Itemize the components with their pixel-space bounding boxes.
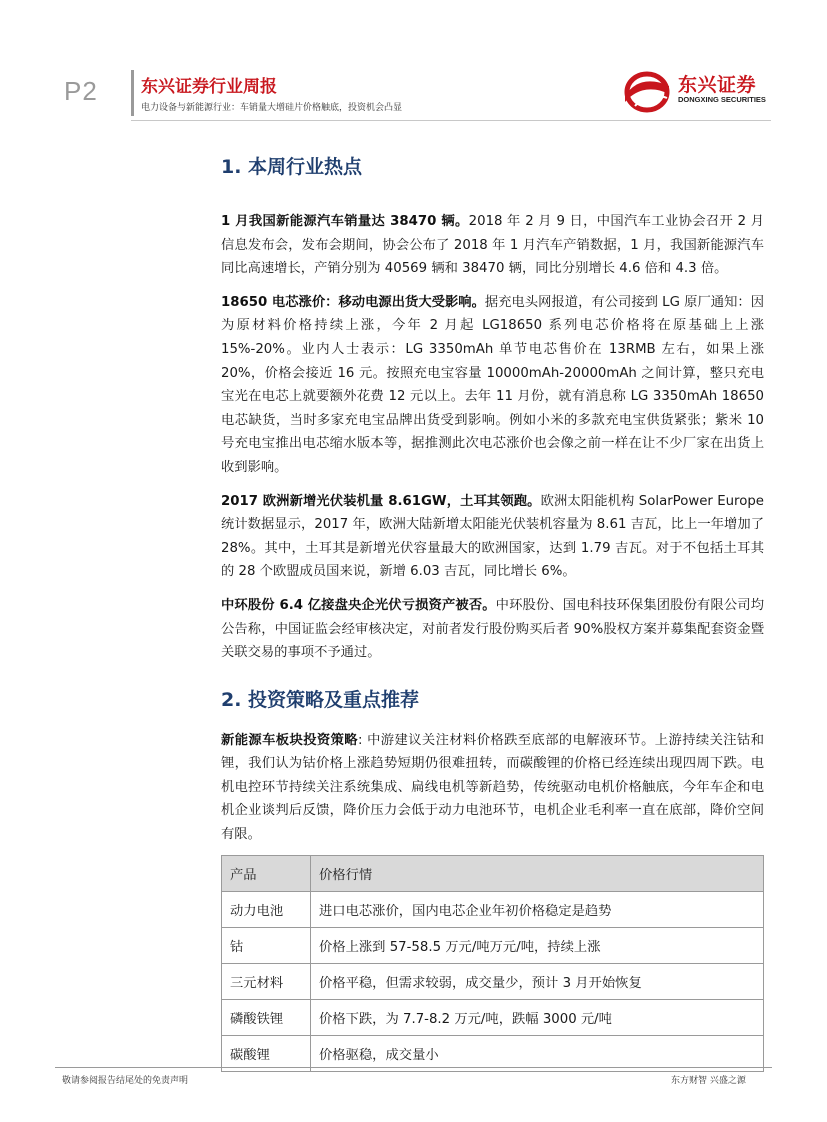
strategy-paragraph: [221, 729, 764, 847]
header-divider: [131, 70, 134, 116]
news-paragraph-3: [221, 490, 764, 584]
table-cell-price: 价格驱稳，成交量小: [311, 1035, 764, 1071]
section-1-heading: 1. 本周行业热点: [221, 156, 363, 178]
table-cell-product: 三元材料: [222, 963, 311, 999]
table-row: [222, 963, 764, 999]
table-cell-product: 钴: [222, 927, 311, 963]
table-header-row: [222, 855, 764, 891]
news-lead-2: 18650 电芯涨价：移动电源出货大受影响。: [221, 294, 485, 310]
header-rule: [131, 120, 771, 121]
table-row: [222, 891, 764, 927]
news-body-2: 据充电头网报道，有公司接到 LG 原厂通知：因为原材料价格持续上涨，今年 2 月起 LG18650 系列电芯价格将在原基础上上涨 15%-20%。业内人士表示：LG 3350mAh 单节电芯售价在 13RMB 左右，如果上涨 20%，价格会接近 16 元。按照充电宝容量 10000mAh-20000mAh 之间计算，整只充电宝光在电芯上就要额外花费 12 元以上。去年 11 月份，就有消息称 LG 3350mAh 18650 电芯缺货，当时多家充电宝品牌出货受到影响。例如小米的多款充电宝供货紧张；紫米 10 号充电宝推出电芯缩水版本等，据推测此次电芯涨价也会像之前一样在让不少厂家在出货上收到影响。: [221, 294, 764, 475]
main-content: [221, 140, 764, 1072]
table-row: [222, 999, 764, 1035]
price-table: [221, 855, 764, 1072]
footer-slogan: 东方财智 兴盛之源: [671, 1076, 746, 1086]
dongxing-logo-icon: [621, 66, 673, 114]
news-body-1: 2018 年 2 月 9 日，中国汽车工业协会召开 2 月信息发布会，发布会期间，协会公布了 2018 年 1 月汽车产销数据，1 月，我国新能源汽车同比高速增长，产销分别为 40569 辆和 38470 辆，同比分别增长 4.6 倍和 4.3 倍。: [221, 214, 764, 277]
page-number: P2: [64, 76, 98, 106]
report-title: 东兴证券行业周报: [141, 77, 277, 97]
news-paragraph-4: [221, 594, 764, 665]
table-cell-price: 价格下跌，为 7.7-8.2 万元/吨，跌幅 3000 元/吨: [311, 999, 764, 1035]
report-subtitle: 电力设备与新能源行业：车销量大增硅片价格触底，投资机会凸显: [141, 103, 403, 113]
table-row: [222, 927, 764, 963]
logo-name: 东兴证券: [678, 74, 757, 96]
table-cell-price: 进口电芯涨价，国内电芯企业年初价格稳定是趋势: [311, 891, 764, 927]
table-header-product: 产品: [222, 855, 311, 891]
table-header-price: 价格行情: [311, 855, 764, 891]
table-cell-product: 碳酸锂: [222, 1035, 311, 1071]
table-cell-price: 价格上涨到 57-58.5 万元/吨万元/吨，持续上涨: [311, 927, 764, 963]
news-body-3: 欧洲太阳能机构 SolarPower Europe 统计数据显示，2017 年，欧洲大陆新增太阳能光伏装机容量为 8.61 吉瓦，比上一年增加了 28%。其中，土耳其是新增光伏容量最大的欧洲国家，达到 1.79 吉瓦。对于不包括土耳其的 28 个欧盟成员国来说，新增 6.03 吉瓦，同比增长 6%。: [221, 493, 764, 580]
logo-english-name: DONGXING SECURITIES: [678, 95, 766, 104]
news-body-4: 中环股份、国电科技环保集团股份有限公司均公告称，中国证监会经审核决定，对前者发行股份购买后者 90%股权方案并募集配套资金暨关联交易的事项不予通过。: [221, 597, 764, 661]
footer-rule: [55, 1067, 772, 1068]
news-lead-4: 中环股份 6.4 亿接盘央企光伏亏损资产被否。: [221, 597, 496, 613]
table-cell-product: 磷酸铁锂: [222, 999, 311, 1035]
news-paragraph-2: [221, 291, 764, 480]
news-lead-1: 1 月我国新能源汽车销量达 38470 辆。: [221, 214, 469, 229]
strategy-lead: 新能源车板块投资策略: [221, 732, 358, 748]
table-cell-price: 价格平稳，但需求较弱，成交量少，预计 3 月开始恢复: [311, 963, 764, 999]
news-paragraph-1: [221, 210, 764, 281]
section-2-heading: 2. 投资策略及重点推荐: [221, 688, 420, 711]
company-logo: [621, 66, 771, 114]
strategy-body: : 中游建议关注材料价格跌至底部的电解液环节。上游持续关注钴和锂，我们认为钴价格上涨趋势短期仍很难扭转，而碳酸锂的价格已经连续出现四周下跌。电机电控环节持续关注系统集成、扁线电机等新趋势，传统驱动电机价格触底，今年车企和电机企业谈判后反馈，降价压力会低于动力电池环节，电机企业毛利率一直在底部，降价空间有限。: [221, 732, 764, 843]
page-header: [0, 0, 827, 130]
news-lead-3: 2017 欧洲新增光伏装机量 8.61GW，土耳其领跑。: [221, 493, 541, 509]
table-cell-product: 动力电池: [222, 891, 311, 927]
table-row: [222, 1035, 764, 1071]
footer-disclaimer: 敬请参阅报告结尾处的免责声明: [62, 1076, 189, 1086]
